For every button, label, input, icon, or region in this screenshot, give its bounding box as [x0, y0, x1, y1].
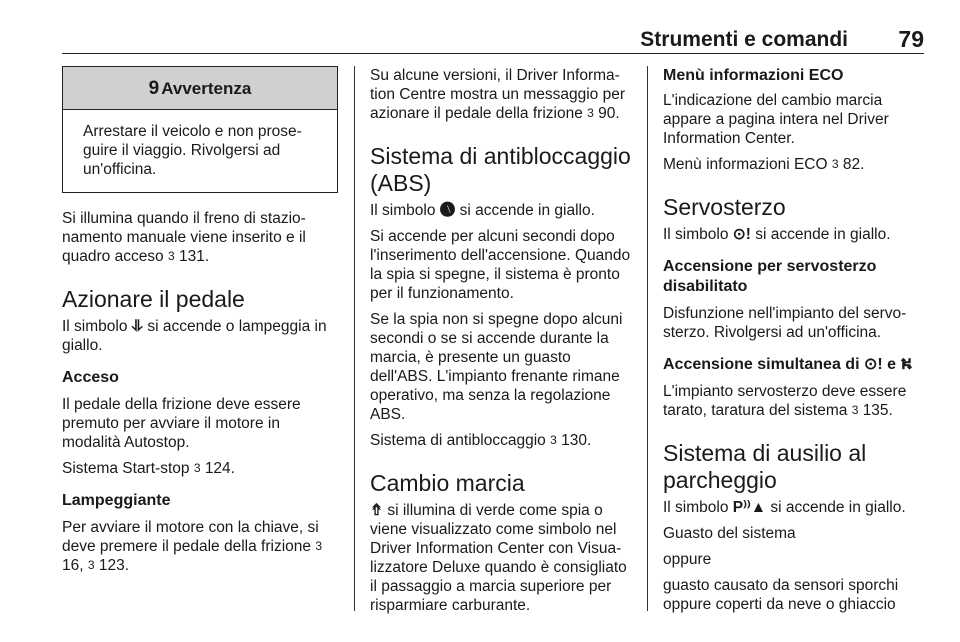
section-heading: Sistema di ausilio al parcheggio: [663, 440, 867, 493]
paragraph: Il simbolo ⊙! si accende in giallo.: [663, 226, 891, 243]
column-2: [370, 66, 636, 622]
subheading: Menù informazioni ECO: [663, 67, 844, 84]
paragraph: Si illumina quando il freno di stazio-namento manuale viene inserito e il quadro acceso 3 131.: [62, 210, 306, 265]
paragraph: guasto causato da sensori sporchi oppure coperti da neve o ghiaccio: [663, 577, 899, 613]
page-ref-link[interactable]: 131.: [179, 248, 210, 265]
paragraph: Sistema Start-stop 3 124.: [62, 460, 235, 477]
column-divider: [354, 66, 355, 611]
warning-box: [62, 66, 338, 193]
lane-assist-icon: ⛕: [900, 356, 913, 373]
page-ref-icon: 3: [587, 106, 594, 120]
power-steering-icon: ⊙!: [732, 226, 751, 243]
paragraph: Il simbolo 🅐 si accende in giallo.: [370, 202, 595, 219]
paragraph: Su alcune versioni, il Driver Informa-tion Centre mostra un messaggio per azionare il pedale della frizione 3 90.: [370, 67, 626, 122]
page-ref-icon: 3: [550, 433, 557, 447]
header-divider: [62, 53, 924, 54]
warning-icon: 9: [148, 77, 160, 99]
page-ref-icon: 3: [851, 403, 859, 417]
page-ref-icon: 3: [315, 539, 323, 553]
parking-assist-icon: P⁾⁾▲: [732, 499, 767, 516]
warning-header: [63, 67, 337, 110]
paragraph: Disfunzione nell'impianto del servo-sterzo. Rivolgersi ad un'officina.: [663, 305, 907, 341]
subheading: Accensione simultanea di ⊙! e ⛕: [663, 356, 913, 373]
subheading: Acceso: [62, 369, 119, 386]
paragraph: Per avviare il motore con la chiave, si deve premere il pedale della frizione 3 16, 3 123.: [62, 519, 323, 574]
paragraph: Il pedale della frizione deve essere premuto per avviare il motore in modalità Autostop.: [62, 396, 301, 451]
paragraph: Se la spia non si spegne dopo alcuni secondi o se si accende durante la marcia, è presente un guasto dell'ABS. L'impianto frenante rimane operativo, ma senza la regolazione ABS.: [370, 311, 623, 423]
subheading: Lampeggiante: [62, 492, 171, 509]
warning-title: Avvertenza: [161, 78, 252, 98]
paragraph: L'impianto servosterzo deve essere tarato, taratura del sistema 3 135.: [663, 383, 907, 419]
clutch-pedal-icon: ⥥: [131, 318, 144, 335]
page-number: 79: [898, 26, 924, 52]
paragraph: Il simbolo P⁾⁾▲ si accende in giallo.: [663, 499, 906, 516]
page-ref-link[interactable]: 124.: [204, 460, 235, 477]
column-divider: [647, 66, 648, 611]
page-ref-link[interactable]: 90.: [598, 105, 620, 122]
paragraph: Sistema di antibloccaggio 3 130.: [370, 432, 592, 449]
page-header: [62, 26, 924, 50]
chapter-title: Strumenti e comandi: [640, 28, 848, 51]
upshift-arrow-icon: ⇮: [370, 502, 383, 519]
column-3: [663, 66, 925, 621]
subheading: Accensione per servosterzo disabilitato: [663, 258, 877, 295]
page-ref-link[interactable]: 82.: [842, 156, 865, 173]
paragraph: Il simbolo ⥥ si accende o lampeggia in giallo.: [62, 318, 327, 354]
power-steering-icon: ⊙!: [863, 356, 883, 373]
section-heading: Azionare il pedale: [62, 286, 245, 312]
page-ref-link[interactable]: 123.: [98, 557, 130, 574]
page-ref-icon: 3: [831, 157, 839, 171]
paragraph: L'indicazione del cambio marcia appare a pagina intera nel Driver Information Center.: [663, 92, 889, 147]
paragraph: Menù informazioni ECO 3 82.: [663, 156, 865, 173]
page-ref-link[interactable]: 130.: [561, 432, 592, 449]
paragraph: Si accende per alcuni secondi dopo l'inserimento dell'accensione. Quando la spia si spegne, il sistema è pronto per il funzionamento.: [370, 228, 631, 302]
page-ref-icon: 3: [193, 461, 201, 475]
warning-text: Arrestare il veicolo e non prose-guire il viaggio. Rivolgersi ad un'officina.: [83, 123, 302, 178]
page-ref-link[interactable]: 16,: [62, 557, 84, 574]
paragraph: ⇮ si illumina di verde come spia o viene visualizzato come simbolo nel Driver Information Center con Visua-lizzatore Deluxe quando è consigliato il passaggio a marcia superiore per risparmiare carburante.: [370, 502, 627, 614]
section-heading: Servosterzo: [663, 194, 786, 220]
page-ref-icon: 3: [168, 249, 175, 263]
page-ref-icon: 3: [87, 558, 95, 572]
abs-icon: 🅐: [439, 202, 456, 219]
section-heading: Sistema di antibloccaggio (ABS): [370, 143, 631, 196]
page-ref-link[interactable]: 135.: [862, 402, 893, 419]
paragraph: Guasto del sistema: [663, 525, 796, 542]
column-1: [62, 66, 338, 582]
paragraph: oppure: [663, 551, 712, 568]
section-heading: Cambio marcia: [370, 470, 525, 496]
